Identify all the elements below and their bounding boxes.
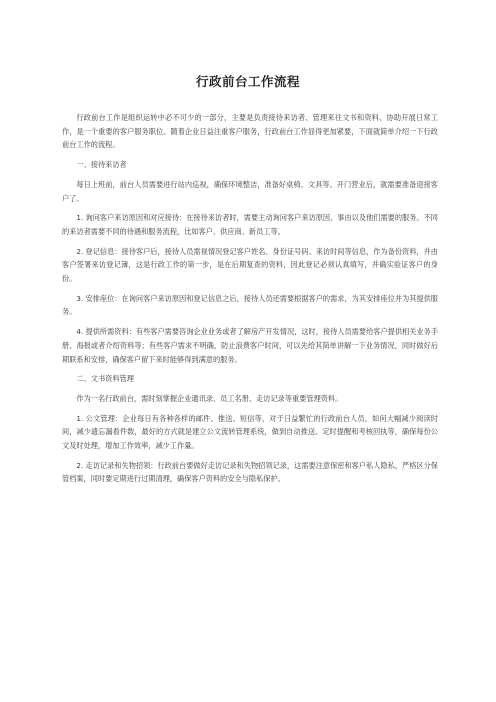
document-title: 行政前台工作流程 — [195, 74, 300, 89]
paragraph-documents-intro: 作为一名行政前台，需时刻掌握企业通讯录、员工名册、走访记录等重要管理资料。 — [76, 393, 343, 403]
paragraph-opening: 每日上班前，前台人员需要进行站内巡视，确保环境整洁，准备好桌椅、文具等。开门营业后，就需要准备迎接客户了。 — [62, 179, 438, 203]
intro-paragraph: 行政前台工作是组织运转中必不可少的一部分，主要是负责接待来访者、管理来往文书和资料、协助开展日常工作，是一个重要的客户服务职位。随着企业日益注重客户服务，行政前台工作显得更加紧要，下面就简单介绍一下行政前台工作的流程。 — [62, 113, 438, 150]
paragraph-step-4: 4. 提供所需资料：有些客户需要咨询企业业务或者了解房产开发情况，这时，接待人员需要给客户提供相关业务手册、海报或者介绍资料等；有些客户需求不明确，防止浪费客户时间，可以先给其简单讲解一下业务情况，同时做好后期联系和安排，确保客户留下来时能够得到满意的服务。 — [62, 327, 438, 364]
document-body — [62, 111, 438, 492]
section-heading-reception: 一、接待来访者 — [76, 160, 127, 170]
paragraph-doc-step-2: 2. 走访记录和失物招领：行政前台要做好走访记录和失物招领记录，这需要注意保密和客户私人隐私，严格区分保管档案，同时要定期进行过期清理，确保客户资料的安全与隐私保护。 — [62, 460, 438, 484]
paragraph-step-1: 1. 询问客户来访原因和对应接待：在接待来访者时，需要主动询问客户来访原因、事由以及他们需要的服务。不同的来访者需要不同的待遇和服务流程，比如客户、供应商、新员工等。 — [62, 213, 438, 236]
paragraph-step-2: 2. 登记信息：接待客户后，接待人员需视情况登记客户姓名、身份证号码、来访时间等信息，作为备份资料，并由客户签署来访登记簿，这是行政工作的第一步，是在后期复查的资料，因此登记必须认真填写，并确实验证客户的身份。 — [62, 246, 438, 284]
paragraph-step-3: 3. 安排座位：在询问客户来访原因和登记信息之后，接待人员还需要根据客户的需求，为其安排座位并为其提供服务。 — [62, 293, 438, 317]
section-heading-documents: 二、文书资料管理 — [76, 374, 134, 384]
paragraph-doc-step-1: 1. 公文管理：企业每日有各种各样的邮件、推送、短信等，对于日益繁忙的行政前台人员，如何大幅减少阅读时间，减少遗忘漏看件数，最好的方式就是建立公文流转管理系统，做到自动推送、定时提醒和考核回执等，确保每份公文及时处理，增加工作效率，减少工作量。 — [62, 413, 438, 451]
